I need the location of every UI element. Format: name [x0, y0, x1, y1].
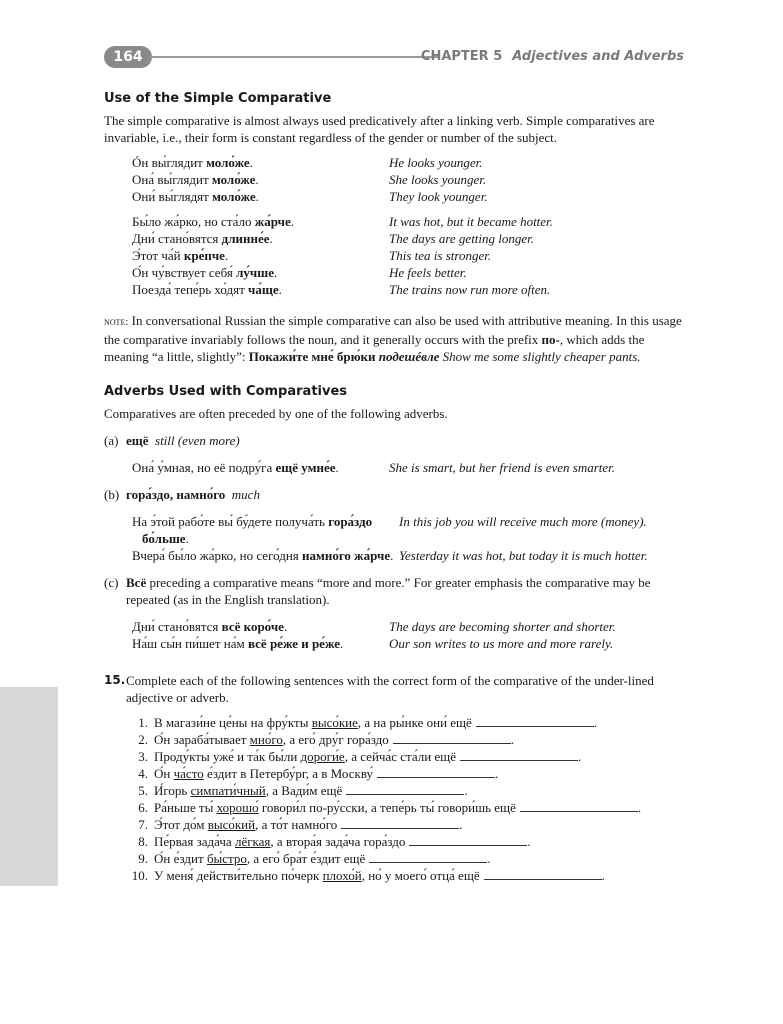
example-ru: Она́ вы́глядит: [132, 172, 212, 187]
section-title-2: Adverbs Used with Comparatives: [104, 384, 348, 399]
section-intro-2: Comparatives are often preceded by one of the following adverbs.: [104, 406, 448, 421]
example-ru: Бы́ло жа́рко, но ста́ло: [132, 214, 255, 229]
underlined-word: бы́стро: [206, 851, 247, 866]
underlined-word: хорошо́: [216, 800, 259, 815]
example-row: [132, 230, 688, 247]
example-ru-bold: всё ре́же и ре́же: [247, 636, 340, 651]
example-en: Our son writes to us more and more rarely.: [389, 636, 614, 651]
example-ru: О́н чу́вствует себя́: [132, 265, 237, 280]
note-example-en: Show me some slightly cheaper pants.: [439, 349, 641, 364]
example-en: This tea is stronger.: [389, 248, 492, 263]
example-row: [132, 264, 688, 281]
punct: .: [339, 636, 344, 651]
example-row: [132, 547, 688, 564]
underlined-word: плохо́й: [322, 868, 362, 883]
example-row: [132, 171, 688, 188]
example-row: [132, 213, 688, 230]
punct: .: [273, 265, 278, 280]
sentence-number: 10.: [131, 868, 148, 883]
adverb: ещё: [126, 433, 149, 448]
chapter-heading: [421, 49, 684, 64]
sentence-text: Ра́ньше ты́: [154, 800, 217, 815]
adverb: Всё: [126, 575, 147, 590]
exercise-number: 15.: [104, 673, 126, 687]
sentence-text: О́н е́здит: [154, 851, 207, 866]
punct: .: [224, 248, 229, 263]
example-ru-bold: намно́го жа́рче: [302, 548, 391, 563]
example-ru: Дни́ стано́вятся: [132, 619, 222, 634]
example-en: They look younger.: [389, 189, 488, 204]
section-intro: The simple comparative is almost always used predicatively after a linking verb. Simple comparatives are invariable, i.e., their form is constant regardless of the gender or number of the subject.: [104, 113, 655, 145]
example-ru: На э́той рабо́те вы́ бу́дете получа́ть: [132, 514, 329, 529]
underlined-word: мно́го: [249, 732, 283, 747]
sentence-item: 1. В магази́не це́ны на фру́кты высо́кие, а на ры́нке они́ ещё .: [104, 714, 688, 731]
adverb: гора́здо, намно́го: [126, 487, 226, 502]
answer-blank[interactable]: [520, 799, 638, 812]
exercise-instruction: Complete each of the following sentences with the correct form of the comparative of the under-lined adjective or adverb.: [126, 673, 654, 705]
adverb-gloss: still (even more): [155, 433, 240, 448]
answer-blank[interactable]: [409, 833, 527, 846]
example-en: He feels better.: [389, 265, 467, 280]
sentence-item: 7. Э́тот до́м высо́кий, а то́т намно́го .: [104, 816, 688, 833]
note-label: note:: [104, 316, 129, 328]
punct: .: [278, 282, 282, 297]
example-ru: Она́ у́мная, но её подру́га: [132, 460, 276, 475]
exercise-heading: [104, 672, 688, 706]
sentence-number: 5.: [138, 783, 148, 798]
sentence-text: В магази́не це́ны на фру́кты: [154, 715, 312, 730]
example-ru-bold: лу́чше: [236, 265, 274, 280]
answer-blank[interactable]: [369, 850, 487, 863]
item-letter: (a): [104, 433, 119, 448]
example-en: The days are getting longer.: [389, 231, 535, 246]
sentence-number: 6.: [138, 800, 148, 815]
sentence-text: , а Вади́м ещё: [265, 783, 343, 798]
sentence-text: О́н зараба́тывает: [154, 732, 250, 747]
sentence-text: , а его́ дру́г гора́здо: [282, 732, 389, 747]
example-ru: Э́тот ча́й: [132, 248, 184, 263]
example-ru-bold: длинне́е: [221, 231, 270, 246]
side-tab: [0, 687, 58, 886]
answer-blank[interactable]: [484, 867, 602, 880]
example-en: In this job you will receive much more (money).: [399, 514, 647, 529]
example-ru-bold: гора́здо бо́льше: [142, 514, 373, 546]
sentence-item: 5. И́горь симпати́чный, а Вади́м ещё .: [104, 782, 688, 799]
example-en: Yesterday it was hot, but today it is much hotter.: [399, 548, 648, 563]
sentence-text: , а то́т намно́го: [255, 817, 338, 832]
underlined-word: ча́сто: [173, 766, 204, 781]
example-group-1: [132, 154, 688, 205]
sentence-text: Проду́кты уже́ и та́к бы́ли: [154, 749, 301, 764]
example-row: [132, 635, 688, 652]
example-row: [132, 513, 688, 547]
example-row: [132, 459, 688, 476]
punct: .: [390, 548, 394, 563]
punct: .: [283, 619, 288, 634]
sentence-number: 8.: [138, 834, 148, 849]
item-letter: (c): [104, 575, 119, 590]
punct: .: [249, 155, 253, 170]
example-en: She looks younger.: [389, 172, 487, 187]
sentence-number: 4.: [138, 766, 148, 781]
answer-blank[interactable]: [476, 714, 594, 727]
example-ru: Вчера́ бы́ло жа́рко, но сего́дня: [132, 548, 303, 563]
sentence-item: 3. Проду́кты уже́ и та́к бы́ли дороги́е, а сейча́с ста́ли ещё .: [104, 748, 688, 765]
sentence-item: 4. О́н ча́сто е́здит в Петербу́рг, а в Москву́ .: [104, 765, 688, 782]
sentence-text: говори́л по-ру́сски, а тепе́рь ты́ говори́шь ещё: [258, 800, 516, 815]
example-group-2: [132, 213, 688, 298]
sentence-number: 1.: [138, 715, 148, 730]
chapter-subtitle: Adjectives and Adverbs: [512, 49, 684, 64]
sentence-item: 8. Пе́рвая зада́ча лёгкая, а втора́я зада́ча гора́здо .: [104, 833, 688, 850]
example-ru-bold: моло́же: [212, 189, 256, 204]
answer-blank[interactable]: [377, 765, 495, 778]
sentence-item: 10. У меня́ действи́тельно по́черк плохо́й, но́ у моего́ отца́ ещё .: [104, 867, 688, 884]
example-en: The days are becoming shorter and shorter.: [389, 619, 616, 634]
example-ru-bold: кре́пче: [183, 248, 225, 263]
item-letter: (b): [104, 487, 120, 502]
sentence-text: О́н: [154, 766, 174, 781]
example-ru: Поезда́ тепе́рь хо́дят: [132, 282, 249, 297]
example-ru: Они́ вы́глядят: [132, 189, 213, 204]
sentence-text: Пе́рвая зада́ча: [154, 834, 235, 849]
note-example-ru: Покажи́те мне́ брю́ки: [248, 349, 379, 364]
example-group-a: [132, 459, 688, 476]
sentence-number: 2.: [138, 732, 148, 747]
example-ru-bold: моло́же: [206, 155, 250, 170]
exercise-sentences: [104, 714, 688, 884]
underlined-word: дороги́е: [300, 749, 345, 764]
header-rule: [150, 56, 438, 58]
punct: .: [290, 214, 294, 229]
punct: .: [335, 460, 339, 475]
adverb-explanation: preceding a comparative means “more and more.” For greater emphasis the comparative may be repeated (as in the English translation).: [126, 575, 651, 607]
example-row: [132, 618, 688, 635]
sentence-text: , а его́ бра́т е́здит ещё: [246, 851, 366, 866]
example-row: [132, 154, 688, 171]
note-example-ru-italic: подешéвле: [378, 349, 440, 364]
sentence-text: , а втора́я зада́ча гора́здо: [270, 834, 406, 849]
sentence-item: 2. О́н зараба́тывает мно́го, а его́ дру́г гора́здо .: [104, 731, 688, 748]
answer-blank[interactable]: [341, 816, 459, 829]
punct: .: [255, 172, 259, 187]
sentence-item: 6. Ра́ньше ты́ хорошо́ говори́л по-ру́сски, а тепе́рь ты́ говори́шь ещё .: [104, 799, 688, 816]
example-en: The trains now run more often.: [389, 282, 551, 297]
underlined-word: высо́кие: [311, 715, 358, 730]
example-ru-bold: моло́же: [211, 172, 256, 187]
answer-blank[interactable]: [393, 731, 511, 744]
answer-blank[interactable]: [346, 782, 464, 795]
example-en: It was hot, but it became hotter.: [389, 214, 553, 229]
example-ru-bold: жа́рче: [254, 214, 291, 229]
sentence-number: 3.: [138, 749, 148, 764]
underlined-word: высо́кий: [207, 817, 256, 832]
example-ru: Дни́ стано́вятся: [132, 231, 222, 246]
example-row: [132, 188, 688, 205]
punct: .: [269, 231, 273, 246]
example-en: He looks younger.: [389, 155, 483, 170]
example-ru: На́ш сы́н пи́шет на́м: [132, 636, 248, 651]
section-title: Use of the Simple Comparative: [104, 91, 332, 106]
example-ru: Óн вы́глядит: [132, 155, 207, 170]
punct: .: [255, 189, 259, 204]
sentence-text: , но́ у моего́ отца́ ещё: [361, 868, 480, 883]
page-body: [104, 90, 688, 884]
example-ru-bold: ча́ще: [248, 282, 279, 297]
example-row: [132, 281, 688, 298]
answer-blank[interactable]: [460, 748, 578, 761]
note-prefix: по-: [541, 332, 560, 347]
example-group-b: [132, 513, 688, 564]
sentence-text: И́горь: [154, 783, 191, 798]
sentence-text: , а на ры́нке они́ ещё: [357, 715, 472, 730]
sentence-item: 9. О́н е́здит бы́стро, а его́ бра́т е́здит ещё .: [104, 850, 688, 867]
note-text-2: , which adds the meaning “a little, slightly”:: [104, 332, 645, 364]
chapter-label: CHAPTER 5: [420, 49, 503, 64]
sentence-text: , а сейча́с ста́ли ещё: [344, 749, 456, 764]
adverb-item-c: [104, 574, 688, 608]
example-ru-bold: ещё умне́е: [275, 460, 336, 475]
sentence-number: 9.: [138, 851, 148, 866]
adverb-gloss: much: [231, 487, 260, 502]
page-number: 164: [104, 46, 152, 68]
sentence-text: Э́тот до́м: [154, 817, 208, 832]
sentence-number: 7.: [138, 817, 148, 832]
example-row: [132, 247, 688, 264]
note-text: In conversational Russian the simple comparative can also be used with attributive meaning. In this usage the comparative invariably follows the noun, and it generally occurs with the prefix: [104, 313, 682, 347]
adverb-item-a: [104, 432, 688, 449]
underlined-word: лёгкая: [234, 834, 271, 849]
adverb-item-b: [104, 486, 688, 503]
note-paragraph: [104, 312, 688, 365]
punct: .: [185, 531, 189, 546]
sentence-text: У меня́ действи́тельно по́черк: [154, 868, 323, 883]
example-group-c: [132, 618, 688, 652]
underlined-word: симпати́чный: [190, 783, 266, 798]
example-ru-bold: всё коро́че: [221, 619, 284, 634]
sentence-text: е́здит в Петербу́рг, а в Москву́: [203, 766, 374, 781]
example-en: She is smart, but her friend is even smarter.: [389, 460, 616, 475]
